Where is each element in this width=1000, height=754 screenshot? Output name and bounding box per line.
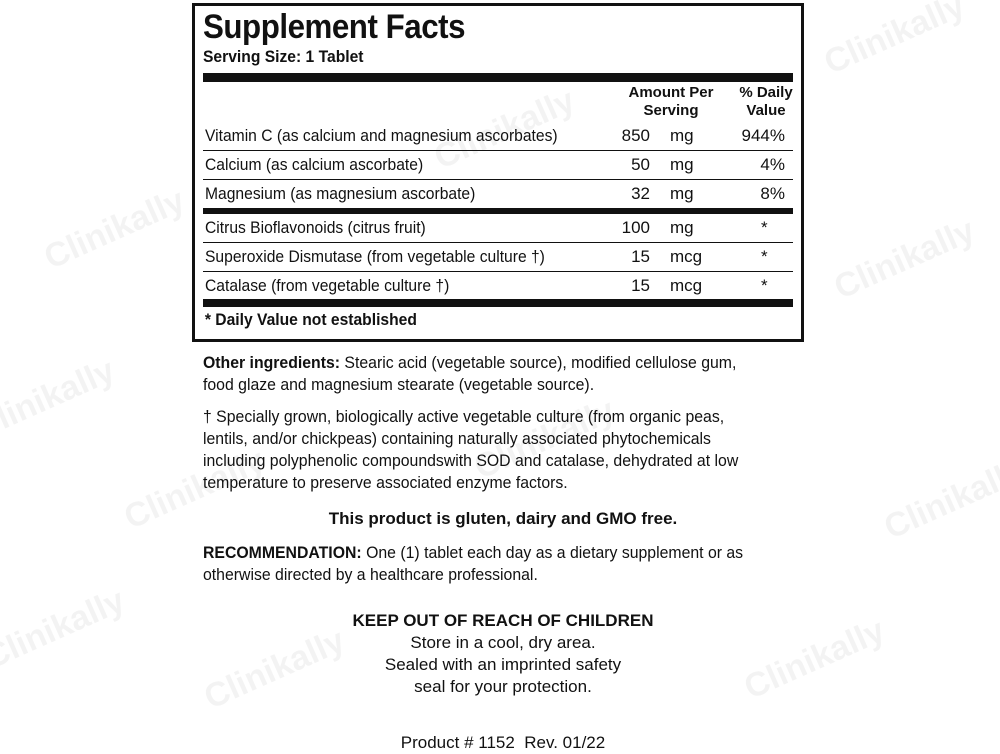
nutrient-amount: 32: [631, 184, 650, 203]
nutrient-unit: mcg: [670, 247, 703, 266]
nutrient-row: [203, 179, 793, 208]
nutrient-name: Calcium (as calcium ascorbate): [205, 155, 424, 174]
nutrient-row: [203, 242, 793, 271]
recommendation-text: One (1) tablet each day as a dietary supplement or as otherwise directed by a healthcare professional.: [203, 543, 744, 584]
column-headers: [203, 82, 793, 122]
nutrient-name: Catalase (from vegetable culture †): [205, 276, 450, 295]
nutrient-daily-value: *: [761, 218, 768, 237]
daily-value-footnote: * Daily Value not established: [204, 310, 417, 329]
warning-line: Store in a cool, dry area.: [410, 633, 596, 652]
divider-thick: [203, 73, 793, 82]
watermark: [819, 0, 971, 83]
supplement-facts-panel: [192, 3, 804, 342]
other-ingredients-label: Other ingredients:: [203, 353, 341, 372]
watermark: [39, 181, 191, 277]
watermark: [829, 211, 981, 307]
nutrient-row: [203, 214, 793, 242]
nutrient-unit: mg: [670, 184, 694, 203]
dagger-note: † Specially grown, biologically active vegetable culture (from organic peas, lentils, and/or chickpeas) containing naturally associated phytochemicals including polyphenolic compoundswith SOD and catalase, dehydrated at low temperature to preserve associated enzyme factors.: [203, 407, 739, 492]
nutrient-unit: mcg: [670, 276, 703, 295]
nutrient-daily-value: *: [761, 276, 768, 295]
serving-size: Serving Size: 1 Tablet: [203, 47, 364, 66]
other-ingredients: [203, 352, 813, 396]
nutrient-unit: mg: [670, 155, 694, 174]
header-daily-value: % Daily Value: [739, 84, 793, 119]
nutrient-unit: mg: [670, 218, 694, 237]
nutrient-unit: mg: [670, 126, 694, 145]
nutrient-name: Citrus Bioflavonoids (citrus fruit): [205, 218, 426, 237]
nutrient-amount: 850: [621, 126, 650, 145]
nutrient-name: Vitamin C (as calcium and magnesium ascorbates): [205, 126, 558, 145]
nutrient-amount: 50: [631, 155, 650, 174]
nutrient-name: Magnesium (as magnesium ascorbate): [205, 184, 476, 203]
nutrient-daily-value: 944%: [741, 126, 785, 145]
warning-title: KEEP OUT OF REACH OF CHILDREN: [352, 611, 654, 630]
nutrient-daily-value: *: [761, 247, 768, 266]
nutrient-group-b: [203, 214, 793, 300]
free-from-statement: This product is gluten, dairy and GMO free.: [328, 509, 678, 528]
nutrient-row: [203, 122, 793, 150]
product-code: Product # 1152 Rev. 01/22: [400, 733, 606, 752]
recommendation: [203, 542, 813, 586]
watermark: [0, 351, 121, 447]
facts-title: Supplement Facts: [203, 8, 466, 46]
nutrient-amount: 15: [631, 247, 650, 266]
nutrient-group-a: [203, 122, 793, 208]
warning-line: seal for your protection.: [414, 677, 592, 696]
divider-medium: [203, 299, 793, 307]
nutrient-row: [203, 150, 793, 179]
nutrient-daily-value: 4%: [760, 155, 785, 174]
warning-line: Sealed with an imprinted safety: [384, 655, 622, 674]
nutrient-daily-value: 8%: [760, 184, 785, 203]
nutrient-name: Superoxide Dismutase (from vegetable culture †): [205, 247, 545, 266]
other-ingredients-text: Stearic acid (vegetable source), modified cellulose gum, food glaze and magnesium stearate (vegetable source).: [203, 353, 737, 394]
watermark: [879, 451, 1000, 547]
nutrient-row: [203, 271, 793, 300]
nutrient-amount: 100: [621, 218, 650, 237]
recommendation-label: RECOMMENDATION:: [203, 543, 362, 562]
watermark: [0, 581, 131, 677]
header-amount-per-serving: Amount Per Serving: [628, 84, 714, 119]
nutrient-amount: 15: [631, 276, 650, 295]
storage-warning: [203, 610, 803, 698]
